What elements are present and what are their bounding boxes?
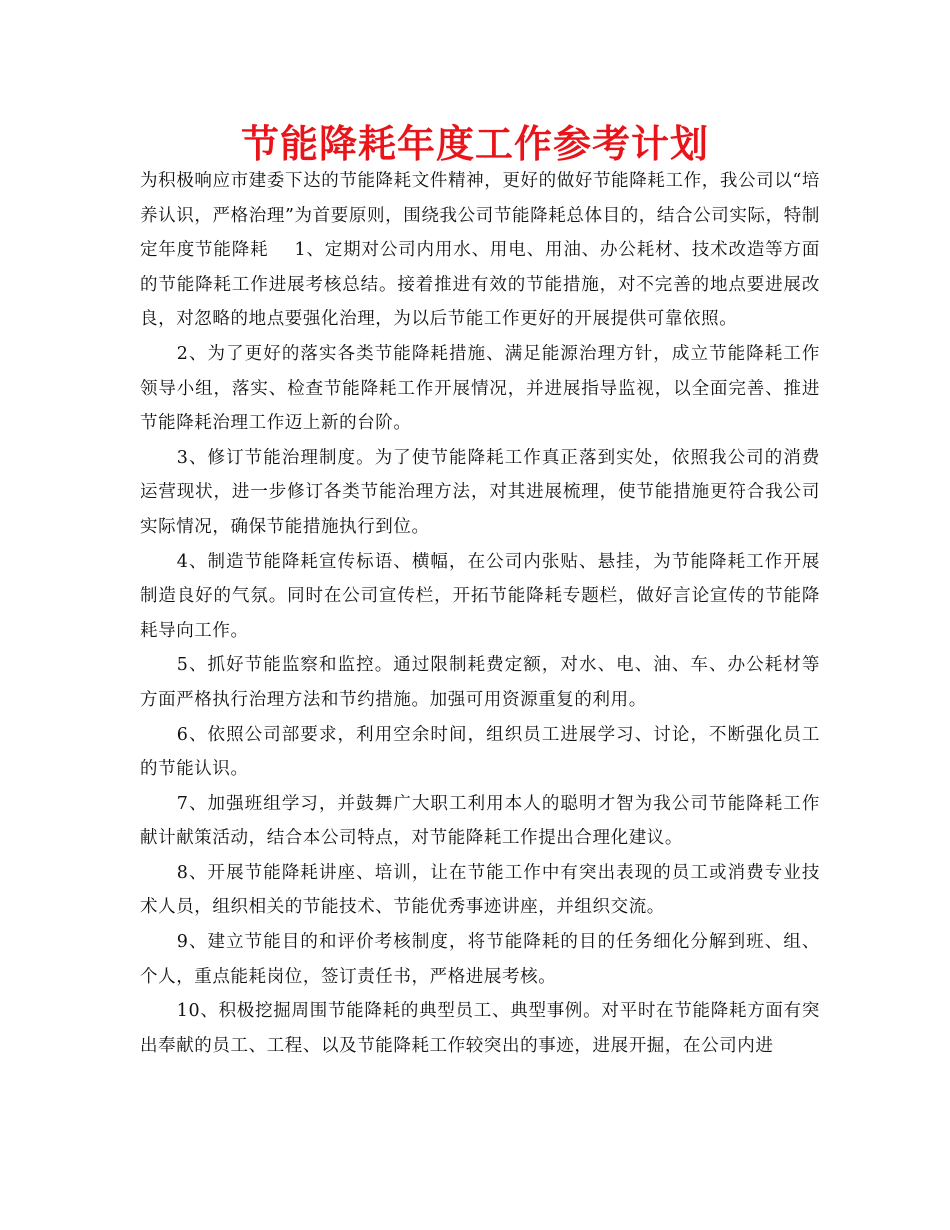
paragraph-7: 7、加强班组学习，并鼓舞广大职工利用本人的聪明才智为我公司节能降耗工作献计献策活动，结合本公司特点，对节能降耗工作提出合理化建议。 <box>140 793 820 849</box>
paragraph-6: 6、依照公司部要求，利用空余时间，组织员工进展学习、讨论，不断强化员工的节能认识。 <box>140 724 820 780</box>
paragraph-8: 8、开展节能降耗讲座、培训，让在节能工作中有突出表现的员工或消费专业技术人员，组织相关的节能技术、节能优秀事迹讲座，并组织交流。 <box>140 862 820 918</box>
paragraph-5: 5、抓好节能监察和监控。通过限制耗费定额，对水、电、油、车、办公耗材等方面严格执行治理方法和节约措施。加强可用资源重复的利用。 <box>140 655 820 710</box>
intro-text: 为积极响应市建委下达的节能降耗文件精神，更好的做好节能降耗工作，我公司以“培养认识，严格治理”为首要原则，围绕我公司节能降耗总体目的，结合公司实际，特制定年度节能降耗 <box>140 171 820 261</box>
intro-paragraph <box>140 164 820 337</box>
document-title: 节能降耗年度工作参考计划 <box>240 122 709 166</box>
paragraph-3: 3、修订节能治理制度。为了使节能降耗工作真正落到实处，依照我公司的消费运营现状，进一步修订各类节能治理方法，对其进展梳理，使节能措施更符合我公司实际情况，确保节能措施执行到位。 <box>140 447 820 537</box>
document-body <box>140 164 820 1063</box>
paragraph-4: 4、制造节能降耗宣传标语、横幅，在公司内张贴、悬挂，为节能降耗工作开展制造良好的气氛。同时在公司宣传栏，开拓节能降耗专题栏，做好言论宣传的节能降耗导向工作。 <box>140 551 820 641</box>
paragraph-10: 10、积极挖掘周围节能降耗的典型员工、典型事例。对平时在节能降耗方面有突出奉献的员工、工程、以及节能降耗工作较突出的事迹，进展开掘，在公司内进 <box>140 1001 820 1056</box>
paragraph-2: 2、为了更好的落实各类节能降耗措施、满足能源治理方针，成立节能降耗工作领导小组，落实、检查节能降耗工作开展情况，并进展指导监视，以全面完善、推进节能降耗治理工作迈上新的台阶。 <box>140 343 820 434</box>
item-1-text: 1、定期对公司内用水、用电、用油、办公耗材、技术改造等方面的节能降耗工作进展考核总结。接着推进有效的节能措施，对不完善的地点要进展改良，对忽略的地点要强化治理，为以后节能工作更好的开展提供可靠依照。 <box>140 240 820 330</box>
paragraph-9: 9、建立节能目的和评价考核制度，将节能降耗的目的任务细化分解到班、组、个人，重点能耗岗位，签订责任书，严格进展考核。 <box>140 932 820 987</box>
